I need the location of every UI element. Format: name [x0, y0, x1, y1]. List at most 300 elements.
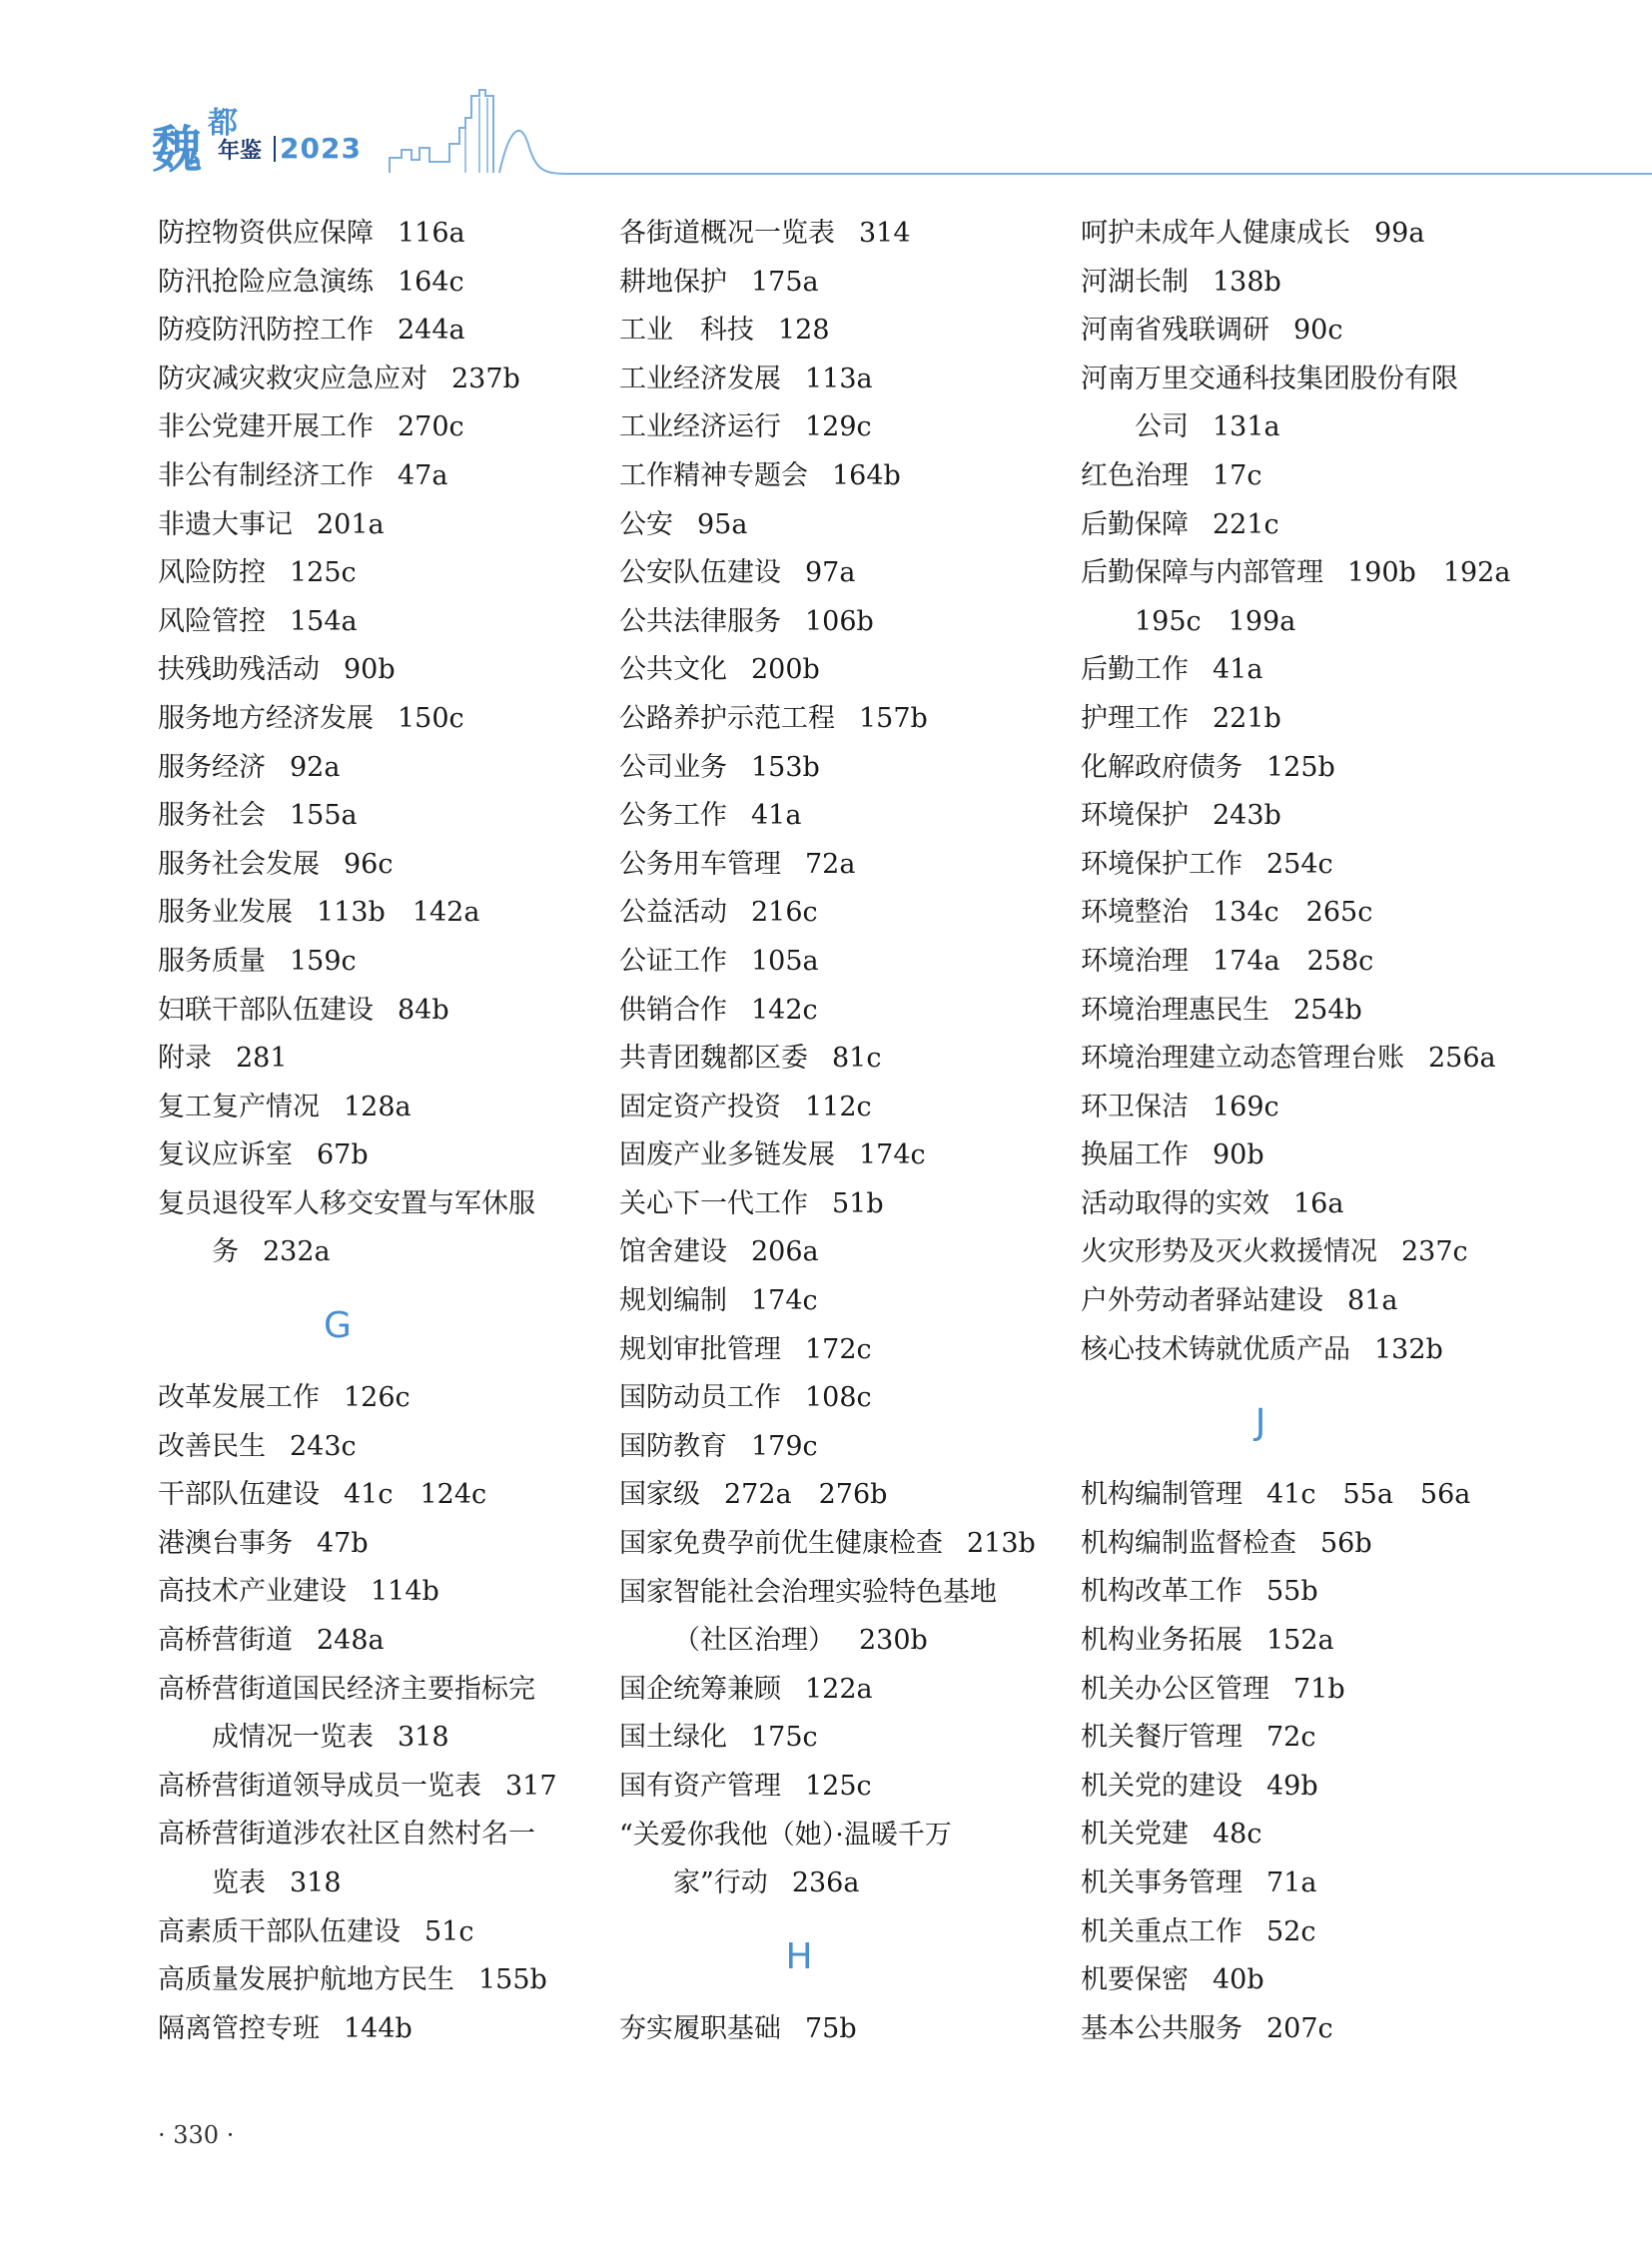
index-entry-page-ref: 174c — [859, 1139, 926, 1171]
index-entry-term: 公安 — [619, 508, 673, 540]
index-entry — [158, 403, 597, 452]
index-entry — [158, 356, 597, 404]
index-entry — [619, 1666, 1059, 1715]
index-entry-term: 防控物资供应保障 — [158, 218, 374, 249]
index-entry-term: 红色治理 — [1081, 459, 1189, 491]
index-entry-term: 高桥营街道领导成员一览表 — [158, 1770, 481, 1802]
index-entry — [158, 1131, 597, 1180]
index-entry-page-ref: 108c — [805, 1382, 872, 1414]
index-entry-page-ref: 71a — [1266, 1868, 1317, 1898]
index-entry-page-ref: 16a — [1293, 1187, 1344, 1219]
index-entry-term: 妇联干部队伍建设 — [158, 994, 374, 1026]
index-entry — [1081, 259, 1520, 308]
index-entry-term: 高桥营街道国民经济主要指标完 — [158, 1673, 535, 1705]
index-entry-page-ref: 243b — [1213, 800, 1281, 832]
index-entry-page-ref: 128a — [344, 1091, 412, 1122]
page-number: · 330 · — [158, 2121, 235, 2149]
index-column-1 — [158, 210, 597, 2053]
index-entry — [619, 841, 1059, 890]
index-entry — [158, 1908, 597, 1957]
index-entry-term: 固定资产投资 — [619, 1091, 781, 1122]
index-entry-term: 环境治理建立动态管理台账 — [1081, 1043, 1404, 1075]
index-entry-page-ref: 248a — [317, 1625, 385, 1657]
index-entry — [1081, 938, 1520, 987]
logo-divider — [274, 136, 276, 162]
index-entry-page-ref: 244a — [398, 315, 465, 347]
index-entry — [619, 1035, 1059, 1084]
index-entry-term: 高技术产业建设 — [158, 1576, 347, 1608]
logo-char-du: 都 — [208, 106, 238, 141]
index-entry — [158, 1860, 597, 1908]
index-entry-page-ref: 237b — [451, 363, 520, 394]
index-entry-page-ref: 131a — [1213, 411, 1280, 443]
index-entry-page-ref: 17c — [1213, 459, 1262, 491]
index-entry-page-ref: 116a — [398, 218, 465, 249]
index-entry-page-ref: 142c — [751, 994, 818, 1026]
index-entry-page-ref: 213b — [967, 1528, 1036, 1560]
index-entry-page-ref: 281 — [236, 1043, 288, 1075]
index-entry-term: 环境整治 — [1081, 897, 1189, 929]
index-entry-term: 河南万里交通科技集团股份有限 — [1081, 363, 1458, 394]
index-entry-page-ref: 200b — [751, 654, 820, 686]
index-entry-term: 防汛抢险应急演练 — [158, 266, 374, 298]
index-entry-page-ref: 314 — [859, 218, 911, 249]
index-entry-page-ref: 47b — [317, 1527, 369, 1559]
index-entry-page-ref: 72a — [805, 848, 856, 880]
index-entry — [158, 646, 597, 695]
index-entry-page-ref: 164c — [398, 266, 464, 298]
index-entry-page-ref: 270c — [398, 411, 464, 443]
index-entry-page-ref: 134c 265c — [1213, 897, 1373, 929]
index-entry-term: 核心技术铸就优质产品 — [1081, 1333, 1350, 1365]
index-entry — [1081, 452, 1520, 501]
index-entry-page-ref: 71b — [1293, 1673, 1345, 1705]
index-entry-page-ref: 105a — [751, 945, 819, 977]
index-entry-page-ref: 92a — [290, 751, 341, 783]
index-entry-page-ref: 152a — [1266, 1625, 1334, 1657]
index-entry-page-ref: 81c — [832, 1043, 882, 1075]
index-entry-page-ref: 138b — [1213, 266, 1281, 298]
index-entry — [619, 792, 1059, 841]
index-entry-page-ref: 72c — [1266, 1722, 1316, 1754]
index-entry-page-ref: 52c — [1266, 1915, 1316, 1947]
index-entry — [1081, 2005, 1520, 2054]
index-entry — [158, 210, 597, 259]
index-entry-term: 机关餐厅管理 — [1081, 1722, 1242, 1754]
index-entry-page-ref: 41c 55a 56a — [1266, 1479, 1471, 1511]
index-entry-page-ref: 159c — [290, 945, 357, 977]
index-entry-term: 国家级 — [619, 1479, 700, 1511]
index-entry — [619, 1131, 1059, 1180]
index-entry-term: 基本公共服务 — [1081, 2012, 1242, 2044]
index-entry-term: 工业经济发展 — [619, 363, 781, 394]
index-entry-page-ref: 144b — [344, 2012, 413, 2044]
index-entry-page-ref: 48c — [1213, 1819, 1262, 1851]
index-entry-page-ref: 254b — [1293, 994, 1362, 1026]
index-entry-page-ref: 90b — [1213, 1139, 1264, 1171]
index-entry-page-ref: 90c — [1293, 315, 1343, 347]
index-entry-page-ref: 56b — [1320, 1527, 1372, 1559]
index-entry-term: 附录 — [158, 1043, 212, 1075]
index-entry-page-ref: 155b — [478, 1964, 547, 1996]
index-column-3 — [1081, 210, 1520, 2053]
index-entry — [158, 841, 597, 890]
index-entry-page-ref: 318 — [398, 1722, 449, 1754]
index-entry — [619, 259, 1059, 308]
index-entry-page-ref: 157b — [859, 702, 928, 734]
index-entry — [1081, 744, 1520, 793]
index-entry-page-ref: 51b — [832, 1187, 884, 1219]
index-entry-term: 各街道概况一览表 — [619, 218, 835, 249]
index-entry-term: 环境保护工作 — [1081, 848, 1242, 880]
index-entry-term: 国防教育 — [619, 1430, 727, 1462]
index-entry-term: 隔离管控专班 — [158, 2012, 320, 2044]
index-entry — [1081, 1714, 1520, 1763]
index-entry — [1081, 1763, 1520, 1812]
index-entry-term: 非公党建开展工作 — [158, 411, 374, 443]
index-entry-term: 后勤保障 — [1081, 508, 1189, 540]
index-entry-term: 工作精神专题会 — [619, 459, 808, 491]
index-entry — [158, 1084, 597, 1132]
index-entry — [619, 356, 1059, 404]
index-entry-page-ref: 175c — [751, 1722, 818, 1754]
index-entry — [158, 549, 597, 598]
index-entry — [619, 1374, 1059, 1423]
index-entry-page-ref: 41a — [751, 800, 802, 832]
index-entry — [619, 1812, 1059, 1861]
index-entry-page-ref: 254c — [1266, 848, 1333, 880]
index-entry — [158, 744, 597, 793]
index-entry-page-ref: 55b — [1266, 1576, 1318, 1608]
index-entry — [158, 987, 597, 1036]
index-entry-page-ref: 96c — [344, 848, 394, 880]
index-entry-page-ref: 95a — [697, 508, 748, 540]
index-entry — [158, 501, 597, 550]
index-entry-term: 机要保密 — [1081, 1964, 1189, 1996]
index-entry-term: 服务地方经济发展 — [158, 702, 374, 734]
index-entry-term: 机构改革工作 — [1081, 1576, 1242, 1608]
index-entry — [158, 1228, 597, 1277]
index-entry — [1081, 1180, 1520, 1229]
index-entry-term: 扶残助残活动 — [158, 654, 320, 686]
index-entry — [619, 501, 1059, 550]
page-header — [150, 88, 1652, 180]
index-entry-term: （社区治理） — [673, 1625, 835, 1657]
index-entry-page-ref: 125c — [805, 1771, 872, 1802]
index-entry — [1081, 403, 1520, 452]
index-entry — [619, 307, 1059, 356]
index-entry-term: 风险防控 — [158, 557, 266, 589]
index-entry-page-ref: 155a — [290, 800, 358, 832]
index-entry-page-ref: 164b — [832, 459, 901, 491]
index-entry-term: 国防动员工作 — [619, 1382, 781, 1414]
index-entry — [619, 1860, 1059, 1908]
index-entry-page-ref: 97a — [805, 557, 856, 589]
index-entry — [1081, 695, 1520, 744]
index-entry-term: 户外劳动者驿站建设 — [1081, 1285, 1323, 1317]
index-entry — [1081, 1860, 1520, 1908]
index-entry-page-ref: 216c — [751, 897, 818, 929]
index-entry — [619, 1084, 1059, 1132]
index-entry — [619, 1277, 1059, 1326]
index-entry-page-ref: 125b — [1266, 751, 1335, 783]
index-entry — [619, 938, 1059, 987]
index-entry-page-ref: 41a — [1213, 654, 1263, 686]
index-entry-page-ref: 221c — [1213, 508, 1279, 540]
index-entry — [1081, 1326, 1520, 1375]
index-entry — [619, 1714, 1059, 1763]
index-entry — [619, 1617, 1059, 1666]
index-entry — [158, 2005, 597, 2054]
index-entry — [158, 889, 597, 938]
index-entry — [619, 403, 1059, 452]
index-entry-page-ref: 84b — [398, 994, 449, 1026]
section-letter: H — [785, 1935, 813, 1977]
index-entry — [1081, 598, 1520, 647]
index-entry — [1081, 307, 1520, 356]
index-entry-term: 干部队伍建设 — [158, 1479, 320, 1511]
index-entry-page-ref: 67b — [317, 1139, 369, 1171]
index-entry-page-ref: 106b — [805, 605, 874, 637]
index-entry — [1081, 1035, 1520, 1084]
index-entry — [619, 549, 1059, 598]
index-entry-page-ref: 207c — [1266, 2012, 1333, 2044]
index-entry-page-ref: 122a — [805, 1673, 873, 1705]
index-entry — [1081, 210, 1520, 259]
index-entry-term: 共青团魏都区委 — [619, 1043, 808, 1075]
logo-year: 2023 — [280, 132, 362, 165]
index-entry — [158, 1956, 597, 2005]
index-entry — [619, 695, 1059, 744]
index-entry-page-ref: 230b — [859, 1625, 928, 1657]
index-entry-term: 公证工作 — [619, 945, 727, 977]
index-entry — [1081, 1131, 1520, 1180]
index-entry-term: 服务经济 — [158, 751, 266, 783]
index-entry-term: 高桥营街道涉农社区自然村名一 — [158, 1819, 535, 1851]
index-entry-page-ref: 317 — [505, 1770, 557, 1802]
index-entry-term: 国家免费孕前优生健康检查 — [619, 1528, 943, 1560]
index-entry-page-ref: 221b — [1213, 702, 1281, 734]
index-entry-page-ref: 174a 258c — [1213, 945, 1374, 977]
index-entry-term: 环境治理惠民生 — [1081, 994, 1269, 1026]
index-entry — [1081, 501, 1520, 550]
index-entry — [158, 938, 597, 987]
index-entry-term: 河南省残联调研 — [1081, 315, 1269, 347]
index-entry-page-ref: 99a — [1374, 218, 1425, 249]
index-entry-term: 复工复产情况 — [158, 1091, 320, 1122]
index-entry-page-ref: 179c — [751, 1430, 818, 1462]
index-entry — [158, 1423, 597, 1472]
index-entry — [619, 2005, 1059, 2054]
index-entry-term: 后勤保障与内部管理 — [1081, 557, 1323, 589]
index-entry — [158, 1180, 597, 1229]
index-entry-page-ref: 114b — [371, 1576, 439, 1608]
index-entry-term: 火灾形势及灭火救援情况 — [1081, 1236, 1377, 1268]
index-entry-page-ref: 243c — [290, 1430, 357, 1462]
index-entry-page-ref: 81a — [1347, 1285, 1398, 1317]
index-entry-term: 固废产业多链发展 — [619, 1139, 835, 1171]
index-entry-page-ref: 150c — [398, 702, 464, 734]
index-entry-term: 服务质量 — [158, 945, 266, 977]
index-entry — [619, 1763, 1059, 1812]
index-entry-term: 机关党的建设 — [1081, 1770, 1242, 1802]
index-entry — [1081, 792, 1520, 841]
index-entry-page-ref: 174c — [751, 1285, 818, 1317]
index-entry-page-ref: 126c — [344, 1382, 411, 1414]
index-entry-term: 港澳台事务 — [158, 1527, 293, 1559]
index-entry-page-ref: 256a — [1428, 1043, 1496, 1075]
section-letter: J — [1254, 1402, 1266, 1444]
index-entry-term: 环卫保洁 — [1081, 1091, 1189, 1122]
index-entry-term: 工业 科技 — [619, 315, 754, 347]
index-entry-page-ref: 190b 192a — [1347, 557, 1511, 589]
index-entry-term: 机关党建 — [1081, 1819, 1189, 1851]
index-entry-term: 国企统筹兼顾 — [619, 1673, 781, 1705]
index-entry — [1081, 1520, 1520, 1569]
index-entry-term: 机构业务拓展 — [1081, 1625, 1242, 1657]
logo-nianjian: 年鉴 — [218, 139, 263, 164]
index-entry-term: 化解政府债务 — [1081, 751, 1242, 783]
index-entry-term: 机构编制管理 — [1081, 1479, 1242, 1511]
index-entry-term: 耕地保护 — [619, 266, 727, 298]
index-entry — [158, 598, 597, 647]
index-entry-term: 公共法律服务 — [619, 605, 781, 637]
skyline-logo-graphic — [150, 88, 1652, 180]
index-entry-term: 公司业务 — [619, 751, 727, 783]
index-entry-term: 高素质干部队伍建设 — [158, 1915, 401, 1947]
index-entry-term: 复议应诉室 — [158, 1139, 293, 1171]
index-entry-term: 改革发展工作 — [158, 1382, 320, 1414]
index-entry-term: 规划编制 — [619, 1285, 727, 1317]
index-entry-page-ref: 47a — [398, 459, 448, 491]
index-entry-page-ref: 129c — [805, 411, 872, 443]
index-entry-term: 护理工作 — [1081, 702, 1189, 734]
index-entry-page-ref: 113a — [805, 363, 873, 394]
index-entry-term: 环境治理 — [1081, 945, 1189, 977]
index-entry-term: 公路养护示范工程 — [619, 702, 835, 734]
index-entry-term: 环境保护 — [1081, 800, 1189, 832]
index-entry-page-ref: 40b — [1213, 1964, 1264, 1996]
index-entry — [619, 744, 1059, 793]
index-entry-page-ref: 318 — [290, 1868, 342, 1898]
index-entry-term: 馆舍建设 — [619, 1236, 727, 1268]
index-entry — [1081, 1956, 1520, 2005]
index-entry-term: 非公有制经济工作 — [158, 459, 374, 491]
index-entry — [1081, 1568, 1520, 1617]
index-entry-page-ref: 172c — [805, 1333, 872, 1365]
index-entry-page-ref: 49b — [1266, 1770, 1318, 1802]
index-entry-term: 服务社会 — [158, 800, 266, 832]
index-entry-term: 务 — [212, 1236, 239, 1268]
index-entry-term: 河湖长制 — [1081, 266, 1189, 298]
index-entry — [158, 792, 597, 841]
index-entry — [1081, 356, 1520, 404]
index-entry — [619, 1423, 1059, 1472]
index-entry — [158, 1035, 597, 1084]
index-entry-term: 防疫防汛防控工作 — [158, 315, 374, 347]
index-entry-term: 风险管控 — [158, 605, 266, 637]
index-entry-term: 防灾减灾救灾应急应对 — [158, 363, 427, 394]
index-entry — [1081, 1666, 1520, 1715]
index-entry-page-ref: 169c — [1213, 1091, 1279, 1122]
index-entry — [1081, 549, 1520, 598]
index-entry — [158, 1811, 597, 1860]
index-entry-term: 成情况一览表 — [212, 1722, 374, 1754]
index-entry-page-ref: 154a — [290, 605, 358, 637]
logo-char-wei: 魏 — [152, 120, 202, 179]
index-entry-term: 后勤工作 — [1081, 654, 1189, 686]
index-entry — [158, 1520, 597, 1569]
index-entry-page-ref: 272a 276b — [724, 1479, 888, 1511]
index-entry-term: 机关重点工作 — [1081, 1915, 1242, 1947]
index-entry-term: 复员退役军人移交安置与军休服 — [158, 1187, 535, 1219]
index-entry-page-ref: 237c — [1401, 1236, 1468, 1268]
index-entry-term: 服务业发展 — [158, 897, 293, 929]
index-entry — [1081, 1228, 1520, 1277]
index-entry — [619, 889, 1059, 938]
index-entry-term: 非遗大事记 — [158, 508, 293, 540]
index-entry-term: “关爱你我他（她）·温暖千万 — [619, 1819, 952, 1851]
index-entry-page-ref: 41c 124c — [344, 1479, 487, 1511]
index-entry — [619, 1569, 1059, 1618]
index-entry-term: 国家智能社会治理实验特色基地 — [619, 1576, 997, 1608]
index-entry-term: 改善民生 — [158, 1430, 266, 1462]
index-entry-term: 览表 — [212, 1868, 266, 1898]
index-column-2 — [619, 210, 1059, 2053]
index-entry — [619, 452, 1059, 501]
index-entry — [619, 1520, 1059, 1569]
index-entry — [158, 1568, 597, 1617]
index-entry-page-ref: 232a — [263, 1236, 331, 1268]
index-entry-term: 195c 199a — [1135, 605, 1296, 637]
index-entry-term: 高质量发展护航地方民生 — [158, 1964, 454, 1996]
index-entry — [1081, 889, 1520, 938]
index-entry-term: 工业经济运行 — [619, 411, 781, 443]
index-entry-page-ref: 153b — [751, 751, 820, 783]
index-entry-term: 公司 — [1135, 411, 1189, 443]
index-entry — [1081, 987, 1520, 1036]
index-entry-term: 机构编制监督检查 — [1081, 1527, 1296, 1559]
index-entry-term: 公益活动 — [619, 897, 727, 929]
index-entry-page-ref: 112c — [805, 1091, 872, 1122]
index-entry — [158, 259, 597, 308]
index-entry — [158, 1374, 597, 1423]
index-entry-page-ref: 175a — [751, 266, 819, 298]
index-entry-page-ref: 128 — [778, 315, 830, 347]
index-entry-page-ref: 51c — [424, 1915, 474, 1947]
index-entry — [158, 1666, 597, 1715]
index-entry-term: 活动取得的实效 — [1081, 1187, 1269, 1219]
index-entry — [619, 1180, 1059, 1229]
index-entry-term: 国有资产管理 — [619, 1771, 781, 1802]
index-entry — [158, 695, 597, 744]
index-entry-term: 公务工作 — [619, 800, 727, 832]
index-entry-term: 服务社会发展 — [158, 848, 320, 880]
index-entry — [158, 1471, 597, 1520]
index-entry-page-ref: 132b — [1374, 1333, 1443, 1365]
index-entry-term: 关心下一代工作 — [619, 1187, 808, 1219]
index-entry-page-ref: 201a — [317, 508, 385, 540]
index-entry-term: 供销合作 — [619, 994, 727, 1026]
index-entry — [1081, 1277, 1520, 1326]
index-entry — [158, 1763, 597, 1812]
index-entry — [158, 1714, 597, 1763]
index-entry — [619, 646, 1059, 695]
index-entry — [158, 452, 597, 501]
index-entry — [1081, 1908, 1520, 1957]
index-entry — [1081, 841, 1520, 890]
index-entry — [158, 307, 597, 356]
